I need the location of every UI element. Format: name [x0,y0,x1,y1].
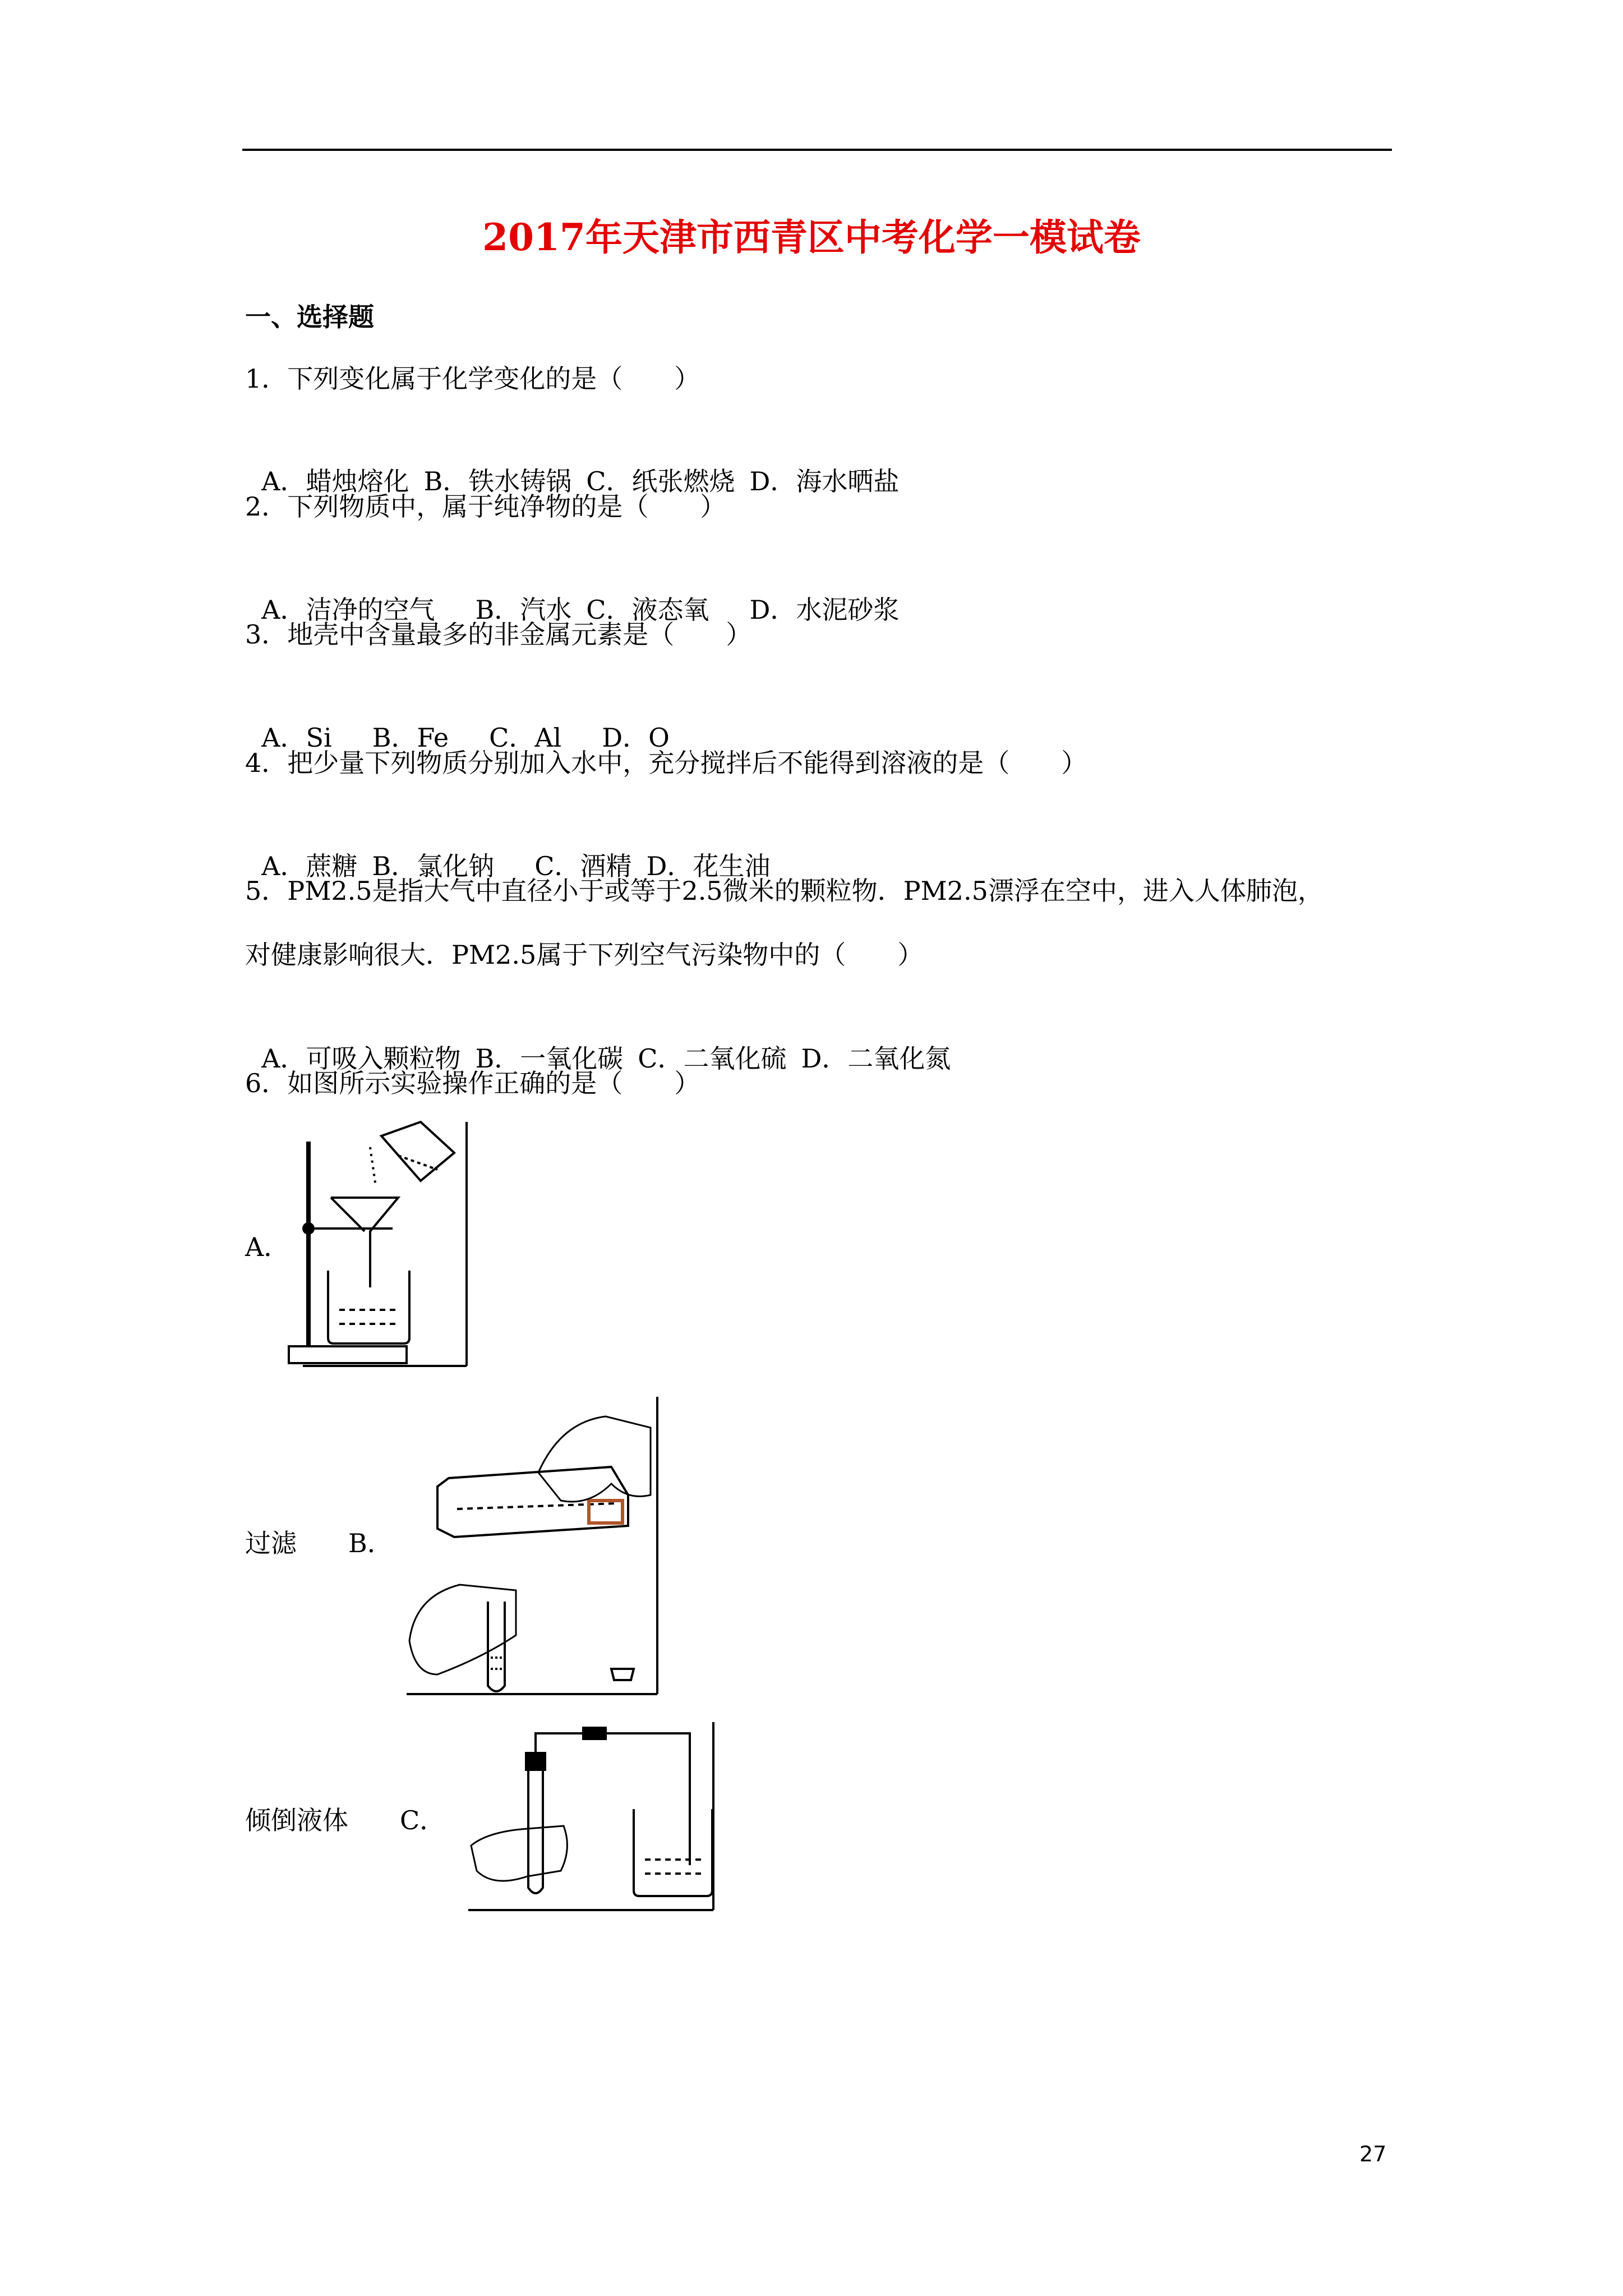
option-c: C．酒精 [534,851,632,881]
option-b: B．Fe [372,723,475,753]
option-b: B．一氧化碳 [475,1043,624,1074]
question-1-stem: 1．下列变化属于化学变化的是（ ） [245,364,700,394]
option-d: D．水泥砂浆 [749,595,900,625]
question-3-stem: 3．地壳中含量最多的非金属元素是（ ） [245,619,752,650]
option-c: C．Al [489,723,588,753]
page-number: 27 [1359,2142,1387,2166]
option-a: A．可吸入颗粒物 [261,1043,461,1074]
filtration-apparatus-figure [286,1119,471,1369]
question-2-stem: 2．下列物质中，属于纯净物的是（ ） [245,491,726,522]
option-a: A．蔗糖 [261,851,358,881]
airtightness-check-figure [465,1719,718,1913]
pouring-liquid-figure [404,1394,662,1697]
option-c: C．纸张燃烧 [586,466,735,496]
question-6-stem: 6．如图所示实验操作正确的是（ ） [245,1068,700,1098]
option-d: D．海水晒盐 [749,466,900,496]
option-d: D．花生油 [646,851,771,881]
option-b: B．汽水 [475,595,572,625]
question-4-stem: 4．把少量下列物质分别加入水中，充分搅拌后不能得到溶液的是（ ） [245,748,1087,778]
question-5-stem: 5．PM2.5是指大气中直径小于或等于2.5微米的颗粒物．PM2.5漂浮在空中，进入人体肺泡， [245,876,1324,906]
figure-c-label: 倾倒液体 C． [245,1805,446,1835]
figure-b-label: 过滤 B． [245,1528,393,1558]
option-a: A．洁净的空气 [261,595,461,625]
option-b: B．氯化钠 [372,851,520,881]
header-rule [242,149,1392,151]
option-b: B．铁水铸锅 [423,466,572,496]
option-c: C．二氧化硫 [638,1043,787,1074]
section-heading: 一、选择题 [245,302,374,332]
option-a: A．Si [261,723,358,753]
option-d: D．二氧化氮 [801,1043,951,1074]
page-title: 2017年天津市西青区中考化学一模试卷 [482,215,1141,259]
option-c: C．液态氧 [586,595,735,625]
option-d: D．O [602,723,670,753]
option-a: A．蜡烛熔化 [261,466,409,496]
question-5-stem-continued: 对健康影响很大．PM2.5属于下列空气污染物中的（ ） [245,940,924,970]
figure-a-label: A． [245,1232,290,1262]
